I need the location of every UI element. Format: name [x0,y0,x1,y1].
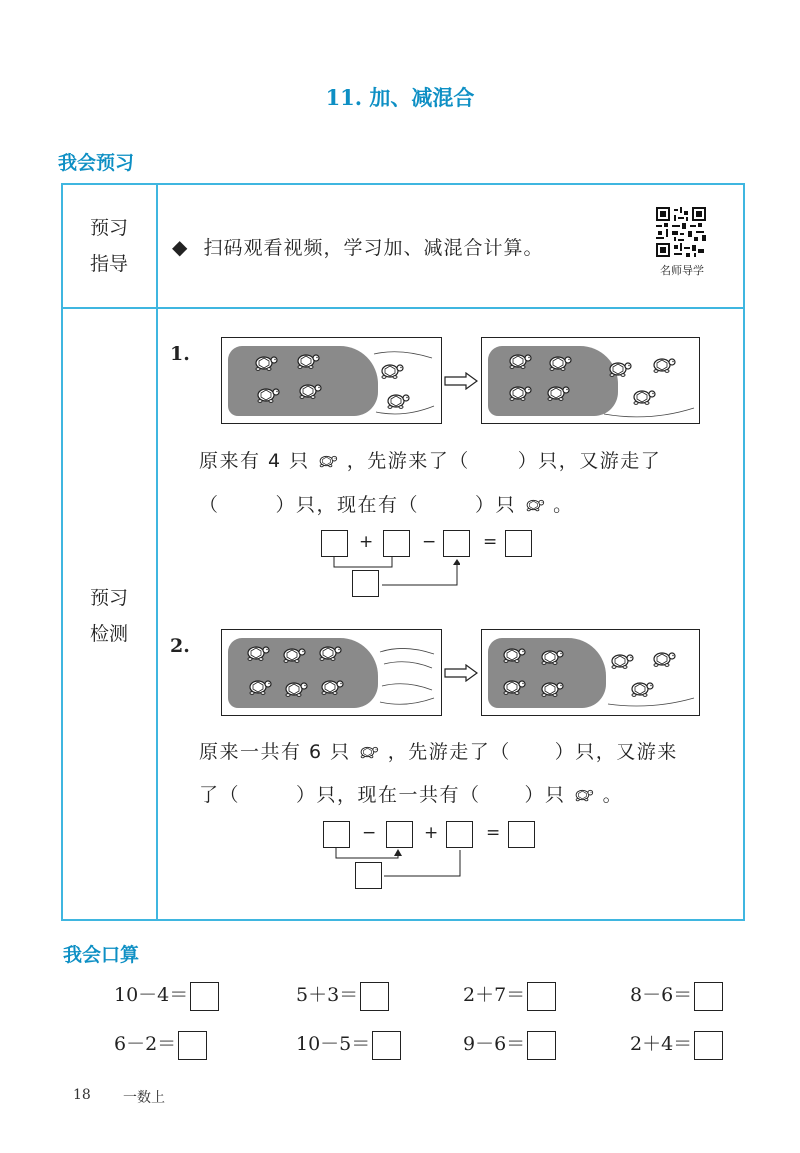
oral-expression: 2＋7＝ [463,984,526,1006]
table-divider-horizontal [61,307,745,309]
q1-sentence-line1 [199,446,661,473]
q2-result-connector [384,848,464,880]
oral-expression: 9－6＝ [463,1033,526,1055]
guide-label [62,210,156,282]
q2-op-1: − [362,823,377,843]
table-divider-vertical [156,183,158,921]
q2-sentence-line1 [199,737,678,764]
oral-answer-box[interactable] [694,1031,723,1060]
question-2-number: 2. [170,635,190,657]
oral-answer-box[interactable] [694,982,723,1011]
oral-item [114,980,219,1011]
turtle-icon [358,742,380,762]
qr-code-icon[interactable] [656,207,706,257]
q2-picture-after [481,629,700,716]
q2-text-e: ）只，现在一共有（ [296,784,481,806]
q1-op-2: − [422,532,437,552]
oral-answer-box[interactable] [527,982,556,1011]
oral-item [463,1029,556,1060]
q2-text-c: ）只，又游来 [554,741,678,763]
q1-sentence-line2 [199,490,574,517]
guide-label-line2: 指导 [89,253,128,275]
oral-item [114,1029,207,1060]
q1-op-3: = [483,532,498,552]
oral-expression: 6－2＝ [114,1033,177,1055]
q2-box-3[interactable] [446,821,473,848]
lesson-title: 11. 加、减混合 [325,85,475,110]
qr-caption: 名师导学 [660,264,704,277]
oral-answer-box[interactable] [178,1031,207,1060]
q2-sentence-line2 [199,780,623,807]
q2-text-a: 原来一共有 6 只 [199,741,351,763]
arrow-right-icon [444,372,478,390]
q2-box-result[interactable] [508,821,535,848]
q2-box-2[interactable] [386,821,413,848]
oral-expression: 2＋4＝ [630,1033,693,1055]
detect-label [62,580,156,652]
q2-text-f: ）只 [524,784,566,806]
oral-item [463,980,556,1011]
arrow-right-icon [444,664,478,682]
oral-expression: 10－5＝ [296,1033,371,1055]
oral-item [630,1029,723,1060]
q2-box-intermediate[interactable] [355,862,382,889]
oral-expression: 10－4＝ [114,984,189,1006]
oral-item [630,980,723,1011]
book-label: 一数上 [123,1090,165,1106]
swimming-turtles-icon [370,348,440,418]
q2-text-b: ，先游走了（ [387,741,511,763]
q1-text-e: ）只，现在有（ [275,494,420,516]
q2-picture-before [221,629,442,716]
q2-op-3: = [486,823,501,843]
oral-answer-box[interactable] [360,982,389,1011]
swimming-turtles-icon [604,644,698,710]
turtles-in-pond-icon [240,640,356,710]
guide-instruction [172,233,543,260]
turtle-icon [317,451,339,471]
turtle-icon [573,785,595,805]
oral-section-heading: 我会口算 [63,944,140,966]
q2-op-2: + [424,823,439,843]
detect-label-line1: 预习 [89,587,128,609]
q1-text-g: 。 [553,494,574,516]
question-1-number: 1. [170,343,190,365]
q2-text-d: 了（ [199,784,241,806]
q1-text-f: ）只 [475,494,517,516]
q2-text-g: 。 [602,784,624,806]
turtles-in-pond-icon [500,348,610,414]
q1-box-intermediate[interactable] [352,570,379,597]
diamond-bullet-icon: ◆ [172,235,189,259]
oral-answer-box[interactable] [190,982,219,1011]
oral-answer-box[interactable] [372,1031,401,1060]
water-ripples-icon [374,642,440,710]
q1-text-d: （ [199,494,220,516]
oral-item [296,980,389,1011]
q1-text-b: ，先游来了（ [346,450,470,472]
oral-expression: 8－6＝ [630,984,693,1006]
q1-box-1[interactable] [321,530,348,557]
q1-box-result[interactable] [505,530,532,557]
q1-picture-before [221,337,442,424]
swimming-turtles-icon [600,350,698,420]
page-number: 18 [73,1087,91,1103]
detect-label-line2: 检测 [89,623,128,645]
turtles-in-pond-icon [242,350,352,416]
turtles-in-pond-icon [496,640,606,708]
q1-picture-after [481,337,700,424]
q1-box-3[interactable] [443,530,470,557]
q2-box-1[interactable] [323,821,350,848]
oral-expression: 5＋3＝ [296,984,359,1006]
q1-bracket-connector [330,557,460,587]
q1-text-a: 原来有 4 只 [199,450,310,472]
turtle-icon [524,495,546,515]
preview-section-heading: 我会预习 [58,152,135,174]
q1-box-2[interactable] [383,530,410,557]
oral-item [296,1029,401,1060]
guide-label-line1: 预习 [89,217,128,239]
oral-answer-box[interactable] [527,1031,556,1060]
q1-text-c: ）只，又游走了 [517,450,662,472]
guide-instruction-text: 扫码观看视频，学习加、减混合计算。 [203,237,544,259]
q1-op-1: + [359,532,374,552]
